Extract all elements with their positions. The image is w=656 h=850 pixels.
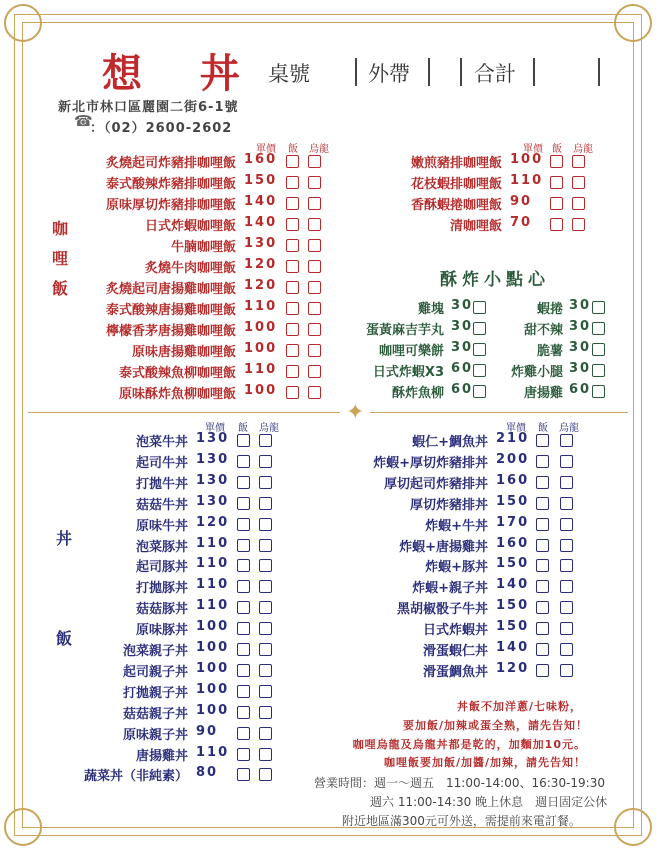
item-name: 厚切炸豬排丼: [409, 497, 488, 513]
rice-checkbox[interactable]: [237, 748, 250, 761]
udon-checkbox[interactable]: [560, 476, 573, 489]
item-price: 120: [244, 257, 278, 272]
rice-checkbox[interactable]: [536, 601, 549, 614]
item-name: 打拋親子丼: [122, 685, 188, 701]
udon-checkbox[interactable]: [572, 218, 585, 231]
menu-row: [0, 452, 656, 472]
item-price: 30: [569, 361, 592, 376]
udon-checkbox[interactable]: [560, 643, 573, 656]
rice-checkbox[interactable]: [286, 239, 299, 252]
phone-number: ：（02）2600-2602: [90, 121, 233, 136]
udon-checkbox[interactable]: [308, 239, 321, 252]
column-header: 飯: [238, 423, 248, 434]
item-price: 110: [244, 362, 278, 377]
item-name: 原味酥炸魚柳咖哩飯: [118, 387, 236, 402]
udon-checkbox[interactable]: [560, 497, 573, 510]
column-header: 烏龍: [259, 423, 279, 434]
menu-row: [0, 173, 656, 193]
column-header: 烏龍: [309, 144, 329, 155]
udon-checkbox[interactable]: [259, 706, 272, 719]
divider-bar: [460, 58, 462, 86]
menu-row: [0, 194, 656, 214]
udon-checkbox[interactable]: [259, 727, 272, 740]
menu-row: [0, 152, 656, 172]
column-header: 單價: [523, 144, 543, 155]
item-name: 清咖哩飯: [449, 219, 502, 234]
udon-checkbox[interactable]: [560, 559, 573, 572]
item-price: 140: [496, 640, 530, 655]
udon-checkbox[interactable]: [259, 748, 272, 761]
menu-row: [0, 257, 656, 277]
menu-row: [0, 382, 656, 402]
item-name: 炸蝦+唐揚雞丼: [399, 539, 488, 555]
saturday-hours: 週六 11:00-14:30 晚上休息 週日固定公休: [370, 795, 608, 809]
menu-row: [0, 340, 656, 360]
item-name: 脆薯: [536, 344, 563, 359]
item-name: 炸蝦+親子丼: [412, 581, 488, 597]
menu-row: [0, 619, 656, 639]
item-price: 120: [196, 514, 230, 530]
menu-row: [0, 361, 656, 381]
rice-checkbox[interactable]: [237, 768, 250, 781]
item-name: 厚切起司炸豬排丼: [383, 476, 488, 492]
item-name: 菇菇牛丼: [135, 497, 188, 513]
item-price: 100: [244, 341, 278, 356]
corner-ornament-icon: [614, 4, 652, 42]
item-name: 原味唐揚雞咖哩飯: [131, 345, 236, 360]
item-price: 30: [569, 319, 592, 334]
rice-checkbox[interactable]: [536, 622, 549, 635]
udon-checkbox[interactable]: [560, 622, 573, 635]
item-price: 210: [496, 431, 530, 446]
item-name: 花枝蝦排咖哩飯: [410, 177, 502, 192]
item-price: 130: [196, 493, 230, 509]
item-name: 滑蛋鯛魚丼: [422, 664, 488, 680]
rice-checkbox[interactable]: [286, 260, 299, 273]
column-header: 飯: [552, 144, 562, 155]
rice-checkbox[interactable]: [592, 385, 605, 398]
item-name: 起司親子丼: [122, 664, 188, 680]
table-number-label: 桌號: [268, 62, 310, 86]
item-name: 雞塊: [417, 302, 444, 317]
sparkle-icon: ✦: [340, 402, 370, 424]
rice-checkbox[interactable]: [536, 559, 549, 572]
udon-checkbox[interactable]: [572, 197, 585, 210]
menu-row: [0, 236, 656, 256]
rice-checkbox[interactable]: [536, 664, 549, 677]
item-name: 炙燒起司唐揚雞咖哩飯: [105, 282, 236, 297]
menu-row: [0, 536, 656, 556]
item-price: 150: [496, 598, 530, 614]
item-price: 130: [244, 236, 278, 251]
section-label-char: 咖: [52, 219, 69, 238]
item-price: 130: [196, 431, 230, 446]
rice-checkbox[interactable]: [237, 727, 250, 740]
section-label-char: 丼: [56, 529, 73, 548]
rice-checkbox[interactable]: [550, 155, 563, 168]
item-price: 150: [496, 556, 530, 572]
udon-checkbox[interactable]: [560, 434, 573, 447]
section-label-char: 飯: [52, 279, 69, 298]
item-name: 檸檬香茅唐揚雞咖哩飯: [105, 324, 236, 339]
rice-checkbox[interactable]: [536, 518, 549, 531]
rice-checkbox[interactable]: [237, 685, 250, 698]
menu-row: [0, 661, 656, 681]
rice-checkbox[interactable]: [286, 281, 299, 294]
rice-checkbox[interactable]: [536, 476, 549, 489]
item-price: 100: [196, 702, 230, 718]
udon-checkbox[interactable]: [259, 685, 272, 698]
section-divider: [28, 412, 628, 413]
udon-checkbox[interactable]: [572, 155, 585, 168]
item-name: 炸蝦+厚切炸豬排丼: [373, 455, 488, 471]
item-name: 滑蛋蝦仁丼: [422, 644, 488, 659]
item-name: 打拋牛丼: [135, 476, 188, 492]
divider-bar: [355, 58, 357, 86]
corner-ornament-icon: [4, 808, 42, 846]
udon-checkbox[interactable]: [259, 768, 272, 781]
phone-icon: ☎: [74, 112, 93, 130]
rice-checkbox[interactable]: [592, 301, 605, 314]
menu-row: [0, 556, 656, 576]
item-price: 160: [244, 152, 278, 167]
item-price: 170: [496, 514, 530, 530]
rice-checkbox[interactable]: [550, 197, 563, 210]
business-hours: 營業時間：週一～週五 11:00-14:00、16:30-19:30: [314, 776, 605, 790]
item-price: 150: [496, 619, 530, 635]
section-label-char: 哩: [52, 249, 69, 268]
divider-bar: [428, 58, 430, 86]
item-price: 160: [496, 535, 530, 551]
item-name: 日式炸蝦丼: [422, 623, 488, 639]
rice-checkbox[interactable]: [550, 218, 563, 231]
item-price: 140: [244, 194, 278, 209]
item-name: 炙燒牛肉咖哩飯: [144, 261, 236, 276]
item-price: 150: [244, 173, 278, 188]
item-price: 80: [196, 765, 219, 781]
udon-checkbox[interactable]: [560, 518, 573, 531]
item-name: 泰式酸辣炸豬排咖哩飯: [105, 177, 236, 192]
item-name: 日式炸蝦X3: [372, 365, 444, 380]
item-name: 泡菜豚丼: [135, 539, 188, 555]
menu-row: [0, 298, 656, 318]
menu-row: [0, 278, 656, 298]
snack-section-title: 酥炸小點心: [440, 270, 550, 290]
item-name: 菇菇豚丼: [135, 602, 188, 618]
note-line: 咖哩飯要加飯/加醬/加辣，請先告知！: [383, 756, 586, 769]
item-name: 炙燒起司炸豬排咖哩飯: [105, 156, 236, 171]
item-name: 甜不辣: [523, 323, 563, 338]
item-name: 黑胡椒骰子牛丼: [396, 602, 488, 618]
item-price: 30: [451, 298, 474, 313]
item-name: 蛋黃麻吉芋丸: [365, 323, 444, 338]
item-price: 60: [569, 382, 592, 397]
item-name: 日式炸蝦咖哩飯: [144, 219, 236, 234]
rice-checkbox[interactable]: [550, 176, 563, 189]
menu-row: [0, 577, 656, 597]
total-label: 合計: [474, 62, 516, 86]
menu-row: [0, 598, 656, 618]
rice-checkbox[interactable]: [592, 343, 605, 356]
udon-checkbox[interactable]: [560, 601, 573, 614]
item-price: 120: [496, 660, 530, 676]
item-price: 100: [510, 152, 544, 167]
corner-ornament-icon: [4, 4, 42, 42]
column-header: 單價: [506, 423, 526, 434]
item-price: 140: [496, 577, 530, 593]
address: 新北市林口區麗園二街6-1號: [58, 100, 239, 115]
item-price: 150: [496, 493, 530, 509]
column-header: 飯: [288, 144, 298, 155]
rice-checkbox[interactable]: [592, 364, 605, 377]
udon-checkbox[interactable]: [572, 176, 585, 189]
udon-checkbox[interactable]: [308, 260, 321, 273]
column-header: 烏龍: [559, 423, 579, 434]
item-price: 30: [451, 340, 474, 355]
item-name: 酥炸魚柳: [391, 386, 444, 401]
item-name: 嫩煎豬排咖哩飯: [410, 156, 502, 171]
item-name: 炸蝦+牛丼: [425, 518, 488, 534]
item-name: 炸雞小腿: [510, 365, 563, 380]
menu-row: [0, 215, 656, 235]
rice-checkbox[interactable]: [536, 539, 549, 552]
item-price: 110: [196, 556, 230, 572]
item-name: 蝦捲: [536, 302, 563, 317]
item-name: 蔬菜丼（非純素）: [83, 769, 188, 785]
column-header: 單價: [205, 423, 225, 434]
item-name: 原味親子丼: [122, 727, 188, 743]
item-price: 60: [451, 361, 474, 376]
item-name: 打拋豚丼: [135, 581, 188, 597]
item-name: 咖哩可樂餅: [378, 344, 444, 359]
item-name: 起司牛丼: [135, 455, 188, 471]
divider-bar: [598, 58, 600, 86]
column-header: 烏龍: [573, 144, 593, 155]
brand-logo: 想 丼: [102, 50, 262, 97]
menu-row: [0, 431, 656, 451]
column-header: 飯: [538, 423, 548, 434]
item-price: 130: [196, 472, 230, 488]
divider-bar: [533, 58, 535, 86]
item-price: 110: [196, 577, 230, 593]
item-name: 原味厚切炸豬排咖哩飯: [105, 198, 236, 213]
menu-row: [0, 473, 656, 493]
item-name: 原味豚丼: [135, 623, 188, 639]
item-name: 唐揚雞丼: [135, 748, 188, 764]
rice-checkbox[interactable]: [536, 580, 549, 593]
note-line: 丼飯不加洋蔥/七味粉，: [456, 700, 582, 713]
item-price: 120: [244, 278, 278, 293]
rice-checkbox[interactable]: [536, 643, 549, 656]
item-name: 泡菜親子丼: [122, 644, 188, 659]
item-price: 200: [496, 451, 530, 467]
rice-checkbox[interactable]: [592, 322, 605, 335]
item-price: 110: [196, 535, 230, 551]
rice-checkbox[interactable]: [536, 497, 549, 510]
item-price: 30: [451, 319, 474, 334]
item-price: 160: [496, 472, 530, 488]
item-name: 泰式酸辣魚柳咖哩飯: [118, 366, 236, 381]
item-name: 唐揚雞: [523, 386, 563, 401]
item-price: 30: [569, 340, 592, 355]
item-price: 100: [196, 660, 230, 676]
item-price: 100: [196, 681, 230, 697]
menu-row: [0, 515, 656, 535]
item-price: 90: [510, 194, 533, 209]
item-name: 泡菜牛丼: [135, 435, 188, 450]
udon-checkbox[interactable]: [560, 539, 573, 552]
item-name: 香酥蝦捲咖哩飯: [410, 198, 502, 213]
menu-row: [0, 494, 656, 514]
item-name: 蝦仁+鯛魚丼: [412, 435, 488, 450]
section-label-char: 飯: [56, 629, 73, 648]
item-name: 牛腩咖哩飯: [170, 240, 236, 255]
rice-checkbox[interactable]: [536, 455, 549, 468]
item-price: 100: [244, 383, 278, 398]
item-price: 110: [510, 173, 544, 188]
item-price: 60: [451, 382, 474, 397]
rice-checkbox[interactable]: [536, 434, 549, 447]
item-price: 100: [196, 619, 230, 635]
item-price: 90: [196, 723, 219, 739]
udon-checkbox[interactable]: [560, 580, 573, 593]
item-name: 泰式酸辣唐揚雞咖哩飯: [105, 303, 236, 318]
corner-ornament-icon: [614, 808, 652, 846]
column-header: 單價: [256, 144, 276, 155]
item-price: 140: [244, 215, 278, 230]
delivery-note: 附近地區滿300元可外送，需提前來電訂餐。: [342, 814, 581, 828]
item-price: 100: [244, 320, 278, 335]
note-line: 咖哩烏龍及烏龍丼都是乾的，加麵加10元。: [352, 738, 586, 751]
item-name: 菇菇親子丼: [122, 706, 188, 722]
udon-checkbox[interactable]: [560, 664, 573, 677]
item-price: 110: [196, 744, 230, 760]
udon-checkbox[interactable]: [308, 281, 321, 294]
item-price: 110: [244, 299, 278, 314]
item-name: 起司豚丼: [135, 560, 188, 576]
menu-row: [0, 319, 656, 339]
menu-row: [0, 640, 656, 660]
item-price: 100: [196, 640, 230, 655]
item-price: 130: [196, 451, 230, 467]
item-name: 原味牛丼: [135, 518, 188, 534]
takeout-label: 外帶: [368, 62, 410, 86]
rice-checkbox[interactable]: [237, 706, 250, 719]
note-line: 要加飯/加辣或蛋全熟，請先告知！: [402, 719, 588, 732]
item-price: 70: [510, 215, 533, 230]
item-price: 30: [569, 298, 592, 313]
udon-checkbox[interactable]: [560, 455, 573, 468]
item-price: 110: [196, 598, 230, 614]
item-name: 炸蝦+豚丼: [425, 560, 488, 576]
